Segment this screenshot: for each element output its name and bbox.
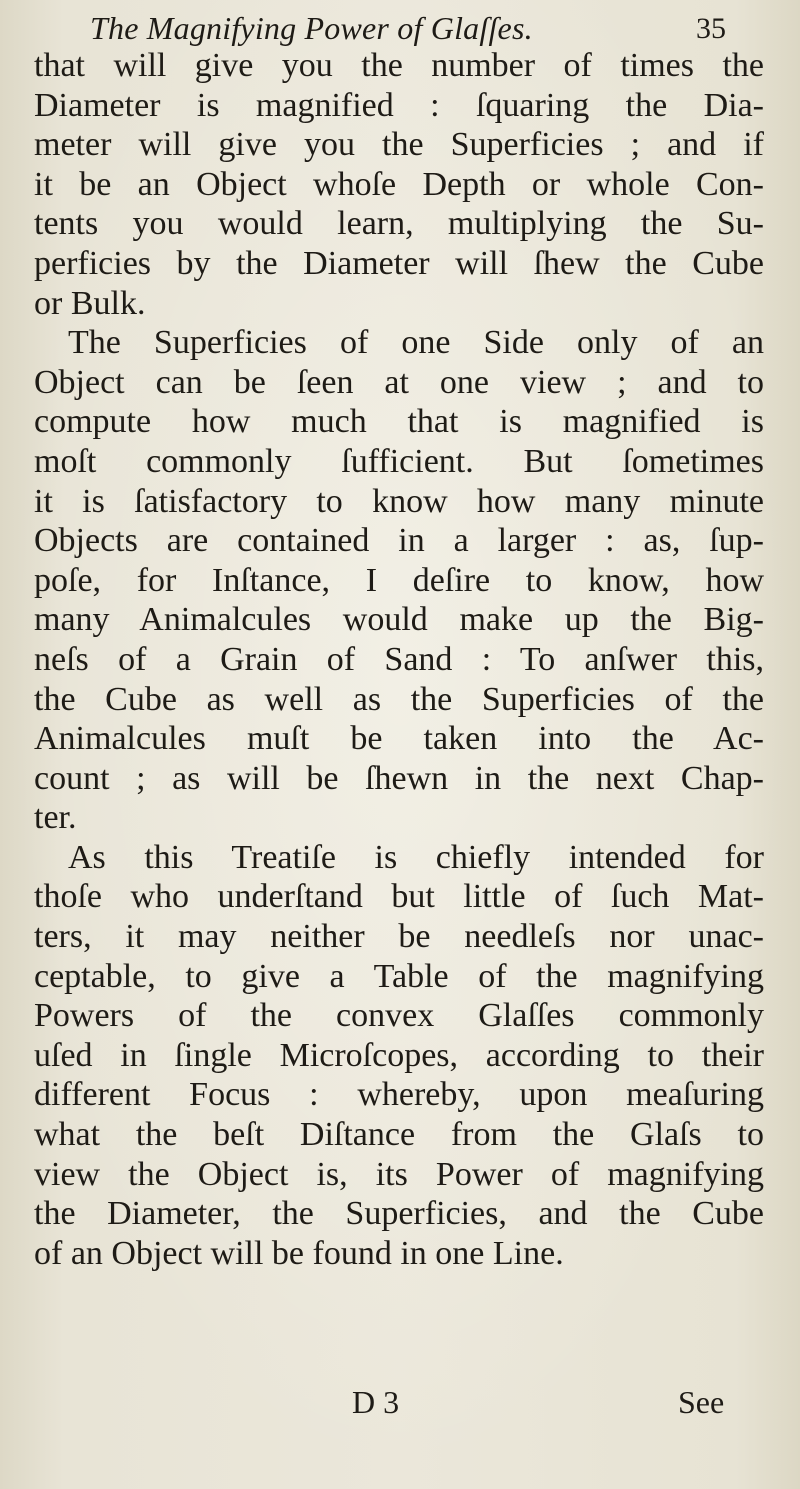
text-line: compute how much that is magnified is — [34, 403, 764, 441]
text-line: different Focus : whereby, upon meaſuring — [34, 1076, 764, 1114]
text-line: tents you would learn, multiplying the Su- — [34, 205, 764, 243]
text-line: The Superficies of one Side only of an — [68, 324, 764, 362]
page-number: 35 — [696, 12, 726, 45]
text-line: the Cube as well as the Superficies of the — [34, 680, 764, 718]
text-line: that will give you the number of times the — [34, 47, 764, 84]
text-line: Objects are contained in a larger : as, ſup- — [34, 522, 764, 560]
text-line: view the Object is, its Power of magnifying — [34, 1155, 764, 1193]
text-line: As this Treatiſe is chiefly intended for — [68, 838, 764, 876]
text-line: Powers of the convex Glaſſes commonly — [34, 997, 764, 1035]
text-line: uſed in ſingle Microſcopes, according to their — [34, 1036, 764, 1074]
text-line: count ; as will be ſhewn in the next Chap- — [34, 759, 764, 797]
text-line: Diameter is magnified : ſquaring the Dia- — [34, 86, 764, 124]
text-line: poſe, for Inſtance, I deſire to know, how — [34, 561, 764, 599]
text-line: it is ſatisfactory to know how many minute — [34, 482, 764, 520]
text-line: ceptable, to give a Table of the magnifying — [34, 957, 764, 995]
text-line: or Bulk. — [34, 284, 146, 322]
signature-mark: D 3 — [352, 1384, 400, 1420]
text-line: meter will give you the Superficies ; and if — [34, 126, 764, 164]
text-line: ter. — [34, 799, 77, 837]
text-line: what the beſt Diſtance from the Glaſs to — [34, 1116, 764, 1154]
text-line: moſt commonly ſufficient. But ſometimes — [34, 442, 764, 480]
text-line: neſs of a Grain of Sand : To anſwer this, — [34, 640, 764, 678]
running-title: The Magnifying Power of Glaſſes. — [90, 10, 533, 46]
text-line: many Animalcules would make up the Big- — [34, 601, 764, 639]
text-line: the Diameter, the Superficies, and the Cube — [34, 1195, 764, 1233]
text-line: thoſe who underſtand but little of ſuch Mat- — [34, 878, 764, 916]
body-text — [34, 46, 764, 1273]
text-line: Animalcules muſt be taken into the Ac- — [34, 720, 764, 758]
text-line: of an Object will be found in one Line. — [34, 1234, 564, 1272]
catchword: See — [678, 1384, 725, 1420]
page-footer — [0, 1384, 800, 1428]
running-header — [76, 6, 726, 50]
text-line: perficies by the Diameter will ſhew the Cube — [34, 244, 764, 282]
text-line: it be an Object whoſe Depth or whole Con- — [34, 165, 764, 203]
text-line: Object can be ſeen at one view ; and to — [34, 363, 764, 401]
text-line: ters, it may neither be needleſs nor unac- — [34, 918, 764, 956]
